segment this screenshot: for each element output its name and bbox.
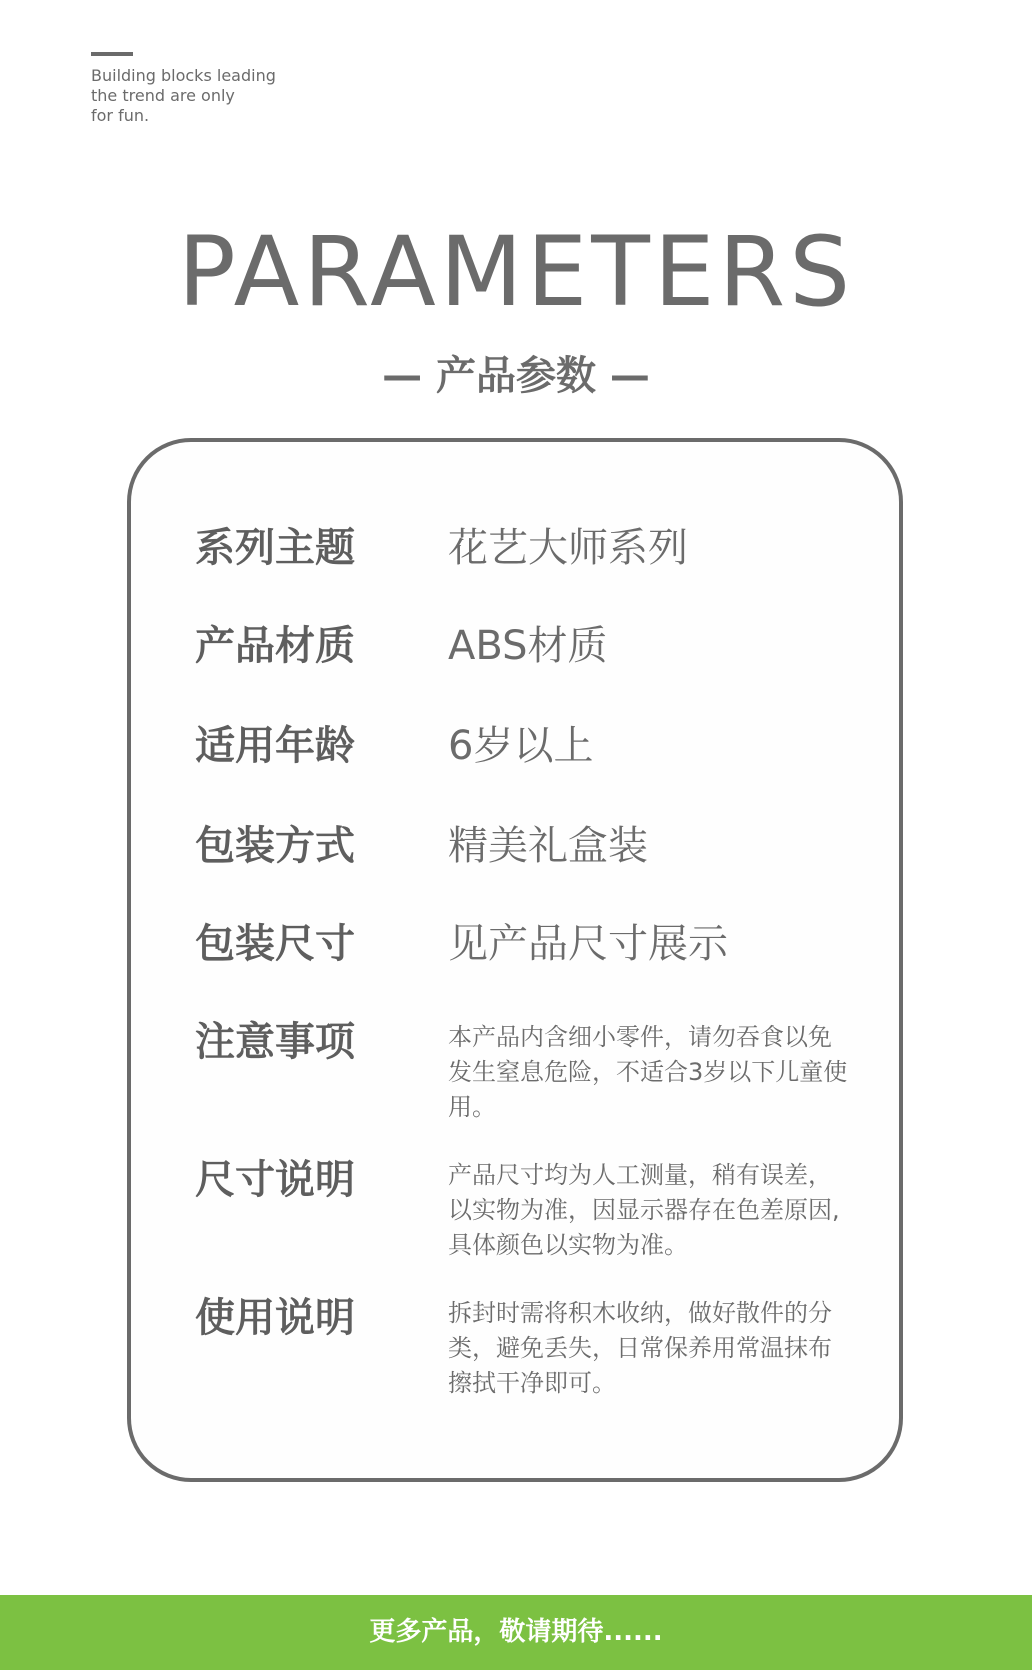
param-value: ABS材质: [448, 623, 608, 669]
page-title: PARAMETERS: [177, 216, 855, 328]
param-label: 系列主题: [195, 525, 355, 571]
param-label: 使用说明: [195, 1295, 355, 1341]
param-value: 本产品内含细小零件，请勿吞食以免发生窒息危险，不适合3岁以下儿童使用。: [448, 1023, 848, 1121]
footer-text: 更多产品，敬请期待......: [369, 1617, 663, 1647]
tagline-bar: [91, 52, 133, 56]
param-value: 见产品尺寸展示: [448, 921, 728, 967]
footer-banner: [0, 1595, 1032, 1670]
param-label: 尺寸说明: [195, 1157, 355, 1203]
param-label: 包装尺寸: [195, 921, 355, 967]
page-subtitle: — 产品参数 —: [382, 353, 650, 399]
param-label: 适用年龄: [195, 723, 355, 769]
param-label: 注意事项: [195, 1019, 355, 1065]
param-value: 6岁以上: [448, 723, 594, 769]
param-value: 精美礼盒装: [448, 823, 648, 869]
param-label: 包装方式: [195, 823, 355, 869]
param-value: 拆封时需将积木收纳，做好散件的分类，避免丢失，日常保养用常温抹布擦拭干净即可。: [448, 1299, 832, 1397]
param-value: 花艺大师系列: [448, 525, 688, 571]
param-value: 产品尺寸均为人工测量，稍有误差，以实物为准，因显示器存在色差原因,具体颜色以实物为准。: [448, 1161, 840, 1259]
tagline: Building blocks leading the trend are only for fun.: [91, 66, 276, 125]
param-label: 产品材质: [195, 623, 355, 669]
